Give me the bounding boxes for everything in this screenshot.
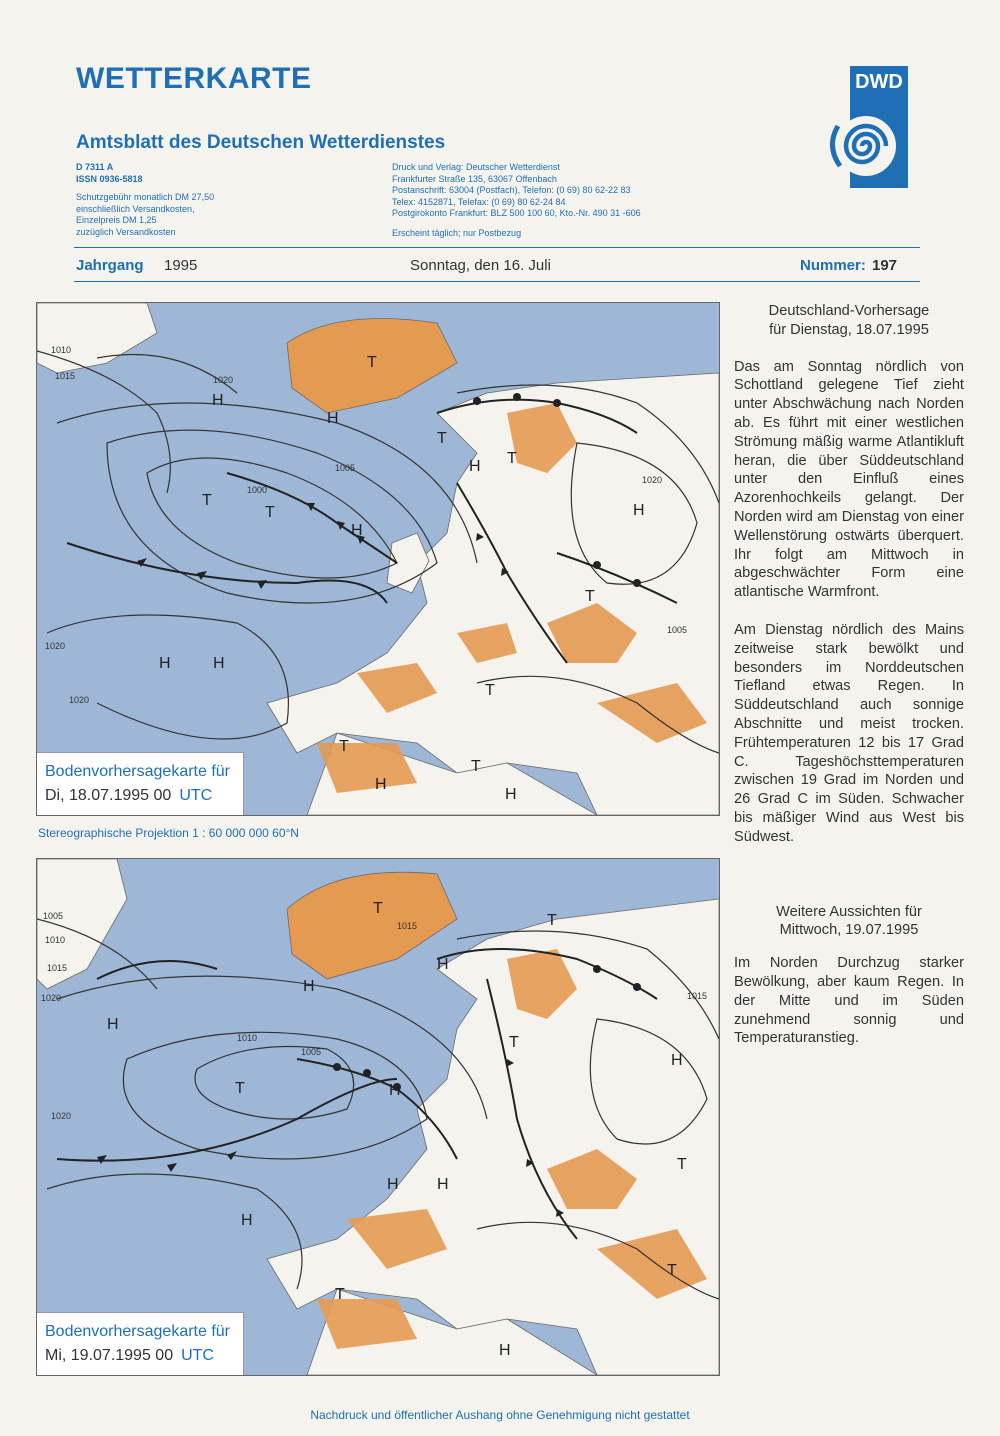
fee-line: zuzüglich Versandkosten bbox=[76, 226, 176, 237]
print-line: Telex: 4152871, Telefax: (0 69) 80 62-24 84 bbox=[392, 196, 566, 207]
page-subtitle: Amtsblatt des Deutschen Wetterdienstes bbox=[76, 132, 446, 153]
svg-text:T: T bbox=[265, 504, 275, 521]
jahrgang-label: Jahrgang bbox=[76, 257, 144, 274]
print-line: Frankfurter Straße 135, 63067 Offenbach bbox=[392, 173, 557, 184]
svg-text:H: H bbox=[375, 776, 387, 793]
issue-row bbox=[76, 257, 916, 279]
svg-text:T: T bbox=[202, 492, 212, 509]
publication-info bbox=[76, 162, 214, 238]
caption-line2 bbox=[45, 787, 212, 805]
caption-line1: Bodenvorhersagekarte für bbox=[45, 1323, 230, 1340]
svg-text:T: T bbox=[509, 1034, 519, 1051]
svg-text:1000: 1000 bbox=[247, 485, 268, 495]
map-caption bbox=[37, 752, 244, 815]
svg-text:1010: 1010 bbox=[51, 345, 72, 355]
dwd-logo-icon bbox=[818, 66, 908, 188]
svg-text:H: H bbox=[241, 1212, 253, 1229]
svg-text:1015: 1015 bbox=[397, 921, 418, 931]
svg-text:H: H bbox=[327, 410, 339, 427]
forecast-map-wednesday bbox=[36, 858, 720, 1376]
print-line: Postgirokonto Frankfurt: BLZ 500 100 60, Kto.-Nr. 490 31 -606 bbox=[392, 208, 641, 218]
svg-text:1020: 1020 bbox=[213, 375, 234, 385]
svg-text:H: H bbox=[389, 1082, 401, 1099]
projection-note: Stereographische Projektion 1 : 60 000 000 60°N bbox=[38, 826, 299, 840]
frequency: Erscheint täglich; nur Postbezug bbox=[392, 227, 522, 238]
svg-text:T: T bbox=[471, 758, 481, 775]
forecast-heading-date: für Dienstag, 18.07.1995 bbox=[769, 321, 929, 338]
forecast-column bbox=[734, 302, 964, 1048]
svg-text:1020: 1020 bbox=[41, 993, 62, 1003]
svg-text:1005: 1005 bbox=[335, 463, 356, 473]
issue-date: Sonntag, den 16. Juli bbox=[410, 257, 551, 274]
svg-text:T: T bbox=[339, 738, 349, 755]
svg-text:T: T bbox=[677, 1156, 687, 1173]
svg-text:H: H bbox=[469, 458, 481, 475]
svg-text:H: H bbox=[213, 655, 225, 672]
svg-text:H: H bbox=[351, 522, 363, 539]
forecast-map-tuesday bbox=[36, 302, 720, 816]
issn: ISSN 0936-5818 bbox=[76, 173, 143, 184]
fee-line: Schutzgebühr monatlich DM 27,50 bbox=[76, 192, 215, 202]
page-title: WETTERKARTE bbox=[76, 62, 312, 95]
nummer-value: 197 bbox=[872, 257, 898, 274]
svg-text:DWD: DWD bbox=[855, 71, 903, 93]
svg-text:H: H bbox=[387, 1176, 399, 1193]
forecast-heading: Deutschland-Vorhersage bbox=[768, 303, 930, 319]
svg-text:H: H bbox=[212, 392, 224, 409]
jahrgang-value: 1995 bbox=[164, 257, 198, 274]
caption-line1: Bodenvorhersagekarte für bbox=[45, 763, 230, 780]
svg-text:1005: 1005 bbox=[43, 911, 64, 921]
svg-text:1020: 1020 bbox=[69, 695, 90, 705]
svg-text:T: T bbox=[667, 1262, 677, 1279]
svg-text:T: T bbox=[335, 1286, 345, 1303]
svg-text:T: T bbox=[373, 900, 383, 917]
svg-text:1020: 1020 bbox=[51, 1111, 72, 1121]
svg-text:1005: 1005 bbox=[667, 625, 688, 635]
svg-text:H: H bbox=[437, 956, 449, 973]
print-info bbox=[392, 162, 641, 239]
svg-text:H: H bbox=[671, 1052, 683, 1069]
caption-unit: UTC bbox=[181, 1347, 214, 1364]
print-line: Postanschrift: 63004 (Postfach), Telefon: (0 69) 80 62-22 83 bbox=[392, 185, 631, 195]
svg-text:H: H bbox=[437, 1176, 449, 1193]
svg-text:H: H bbox=[633, 502, 645, 519]
map-caption bbox=[37, 1312, 244, 1375]
svg-text:1010: 1010 bbox=[237, 1033, 258, 1043]
pub-id: D 7311 A bbox=[76, 162, 114, 172]
svg-text:H: H bbox=[107, 1016, 119, 1033]
footer-notice: Nachdruck und öffentlicher Aushang ohne Genehmigung nicht gestattet bbox=[310, 1408, 690, 1422]
nummer-label: Nummer: bbox=[800, 257, 866, 274]
svg-text:H: H bbox=[505, 786, 517, 803]
header-rule-top bbox=[74, 247, 920, 248]
caption-datetime: Di, 18.07.1995 00 bbox=[45, 787, 172, 804]
svg-text:1010: 1010 bbox=[45, 935, 66, 945]
weather-map-graphic bbox=[37, 859, 719, 1375]
caption-unit: UTC bbox=[179, 787, 213, 804]
svg-text:H: H bbox=[159, 655, 171, 672]
weather-map-graphic bbox=[37, 303, 719, 815]
svg-text:H: H bbox=[499, 1342, 511, 1359]
forecast-paragraph: Das am Sonntag nördlich von Schottland gelegene Tief zieht unter Abschwächung nach Norden ab. Es führt mit einer westlichen Strömung mäßig warme Atlantikluft heran, die über Süddeutschland unter den Einfluß eines Azorenhochkeils gelangt. Der Norden wird am Dienstag von einer Wellenstörung ostwärts überquert. Ihr folgt am Mittwoch in abgeschwächter Form eine atlantische Warmfront. bbox=[734, 358, 964, 601]
fee-line: Einzelpreis DM 1,25 bbox=[76, 215, 157, 225]
svg-text:T: T bbox=[367, 354, 377, 371]
svg-text:1020: 1020 bbox=[45, 641, 66, 651]
svg-text:1005: 1005 bbox=[301, 1047, 322, 1057]
svg-text:T: T bbox=[507, 450, 517, 467]
svg-text:1020: 1020 bbox=[642, 475, 663, 485]
outlook-heading: Weitere Aussichten für bbox=[776, 903, 922, 920]
svg-text:1015: 1015 bbox=[47, 963, 68, 973]
outlook-paragraph: Im Norden Durchzug starker Bewölkung, aber kaum Regen. In der Mitte und im Süden zunehmend sonnig und Temperaturanstieg. bbox=[734, 955, 964, 1047]
forecast-paragraph: Am Dienstag nördlich des Mains zeitweise stark bewölkt und besonders im Norddeutschen Tiefland etwas Regen. In Süddeutschland auch sonnige Abschnitte und meist trocken. Frühtemperaturen 12 bis 17 Grad C. Tageshöchsttemperaturen zwischen 19 Grad im Norden und 26 Grad C im Süden. Schwacher bis mäßiger Wind aus West bis Südwest. bbox=[734, 621, 964, 845]
svg-text:T: T bbox=[437, 430, 447, 447]
caption-line2 bbox=[45, 1347, 214, 1365]
svg-text:T: T bbox=[547, 912, 557, 929]
svg-text:H: H bbox=[303, 978, 315, 995]
svg-text:1015: 1015 bbox=[55, 371, 76, 381]
outlook-heading-date: Mittwoch, 19.07.1995 bbox=[779, 922, 919, 939]
print-line: Druck und Verlag: Deutscher Wetterdienst bbox=[392, 162, 560, 172]
svg-text:T: T bbox=[485, 682, 495, 699]
fee-line: einschließlich Versandkosten, bbox=[76, 203, 195, 214]
svg-text:T: T bbox=[585, 588, 595, 605]
svg-text:1015: 1015 bbox=[687, 991, 708, 1001]
caption-datetime: Mi, 19.07.1995 00 bbox=[45, 1347, 174, 1364]
header-rule-bottom bbox=[74, 281, 920, 282]
svg-text:T: T bbox=[235, 1080, 245, 1097]
